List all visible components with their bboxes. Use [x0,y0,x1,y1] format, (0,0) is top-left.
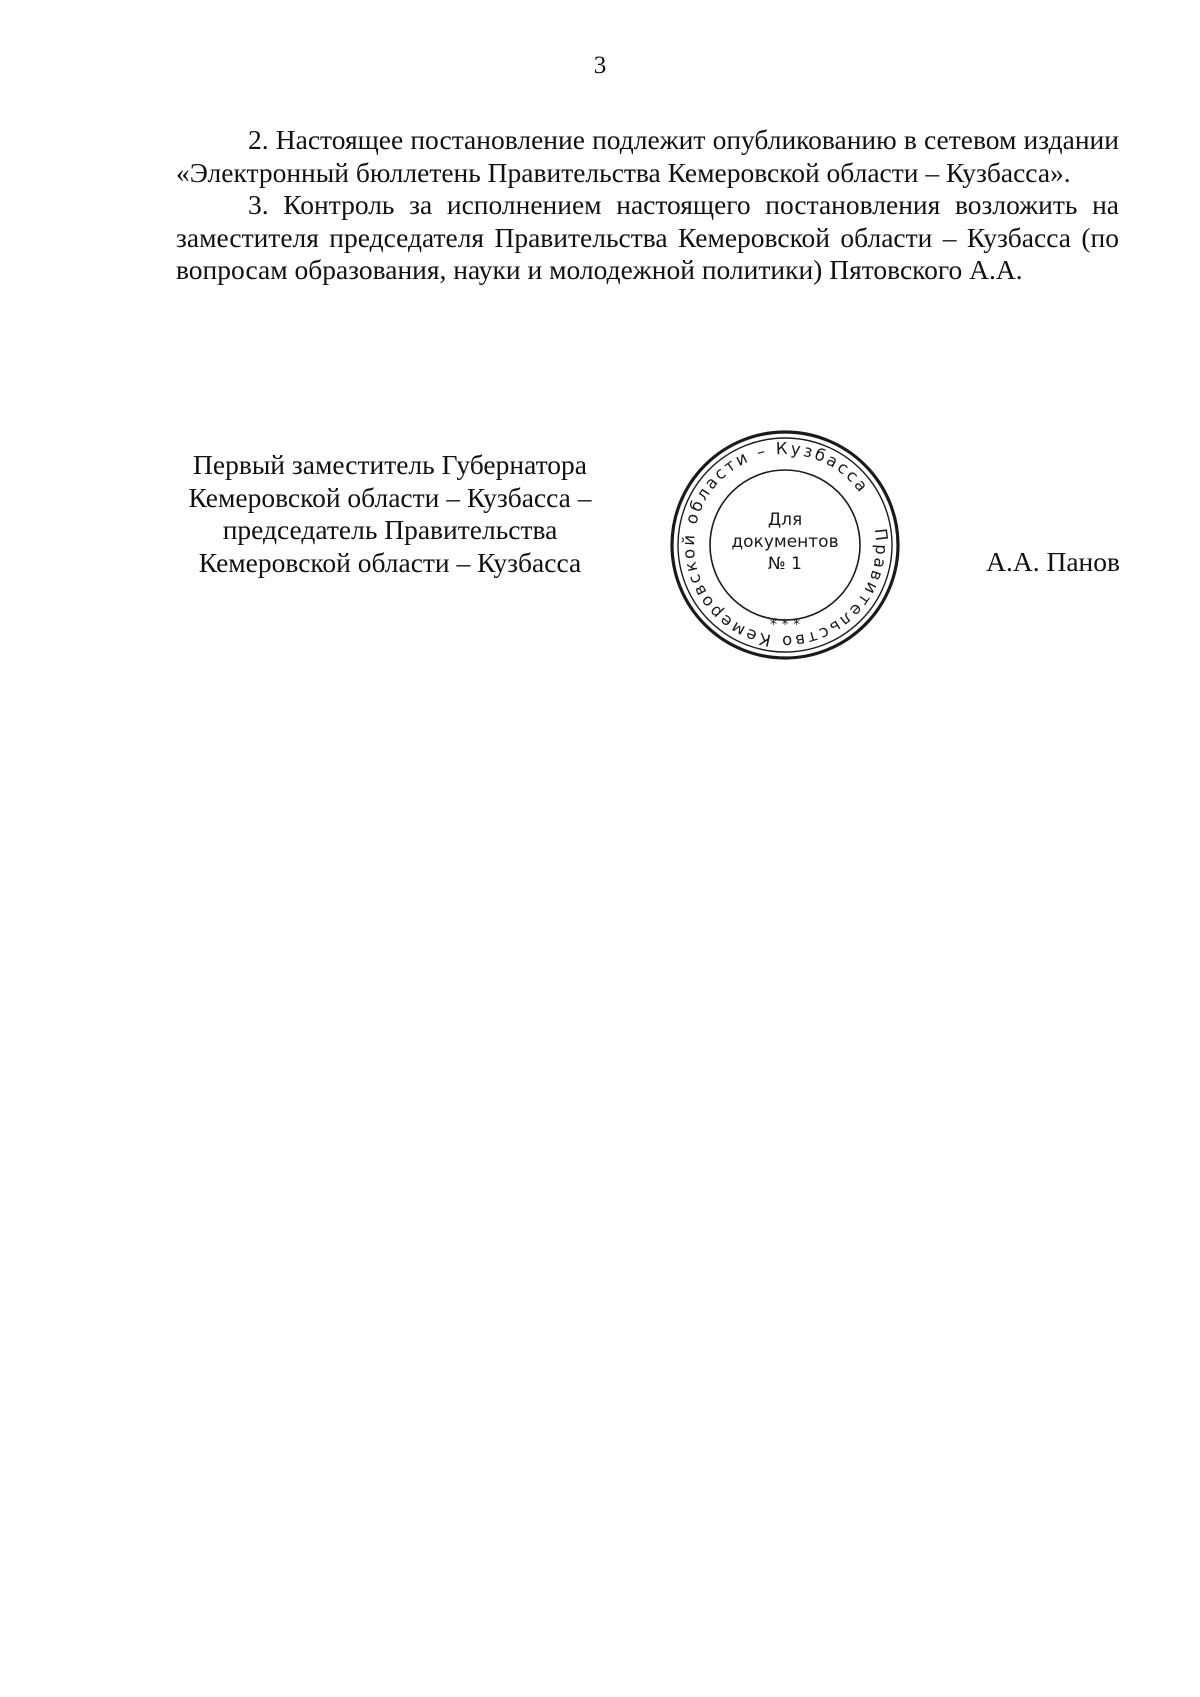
seal-ring-textpath: Правительство Кемеровской области – Кузбасса [678,438,892,652]
signatory-position-line: Кемеровской области – Кузбасса – [188,481,592,513]
signatory-position-line: председатель Правительства [222,514,558,545]
seal-center-line: № 1 [768,554,802,574]
paragraph-control: 3. Контроль за исполнением настоящего постановления возложить на заместителя председателя Правительства Кемеровской области – Кузбасса (по вопросам образования, науки и молодежной политики) Пятовского А.А. [176,189,1119,285]
seal-center-line: документов [731,532,839,552]
official-seal [669,429,901,661]
seal-center-line: Для [767,510,803,530]
paragraph-publication: 2. Настоящее постановление подлежит опубликованию в сетевом издании «Электронный бюллетень Правительства Кемеровской области – Кузбасса». [176,124,1119,188]
document-body [176,124,1119,287]
signatory-position-line: Первый заместитель Губернатора [193,449,587,480]
page-number: 3 [593,52,607,79]
signatory-position-line: Кемеровской области – Кузбасса [198,546,582,578]
seal-star-mark: * * * [770,617,800,633]
seal-graphic [669,429,901,661]
signatory-name: А.А. Панов [986,546,1120,577]
signatory-position [160,449,620,579]
